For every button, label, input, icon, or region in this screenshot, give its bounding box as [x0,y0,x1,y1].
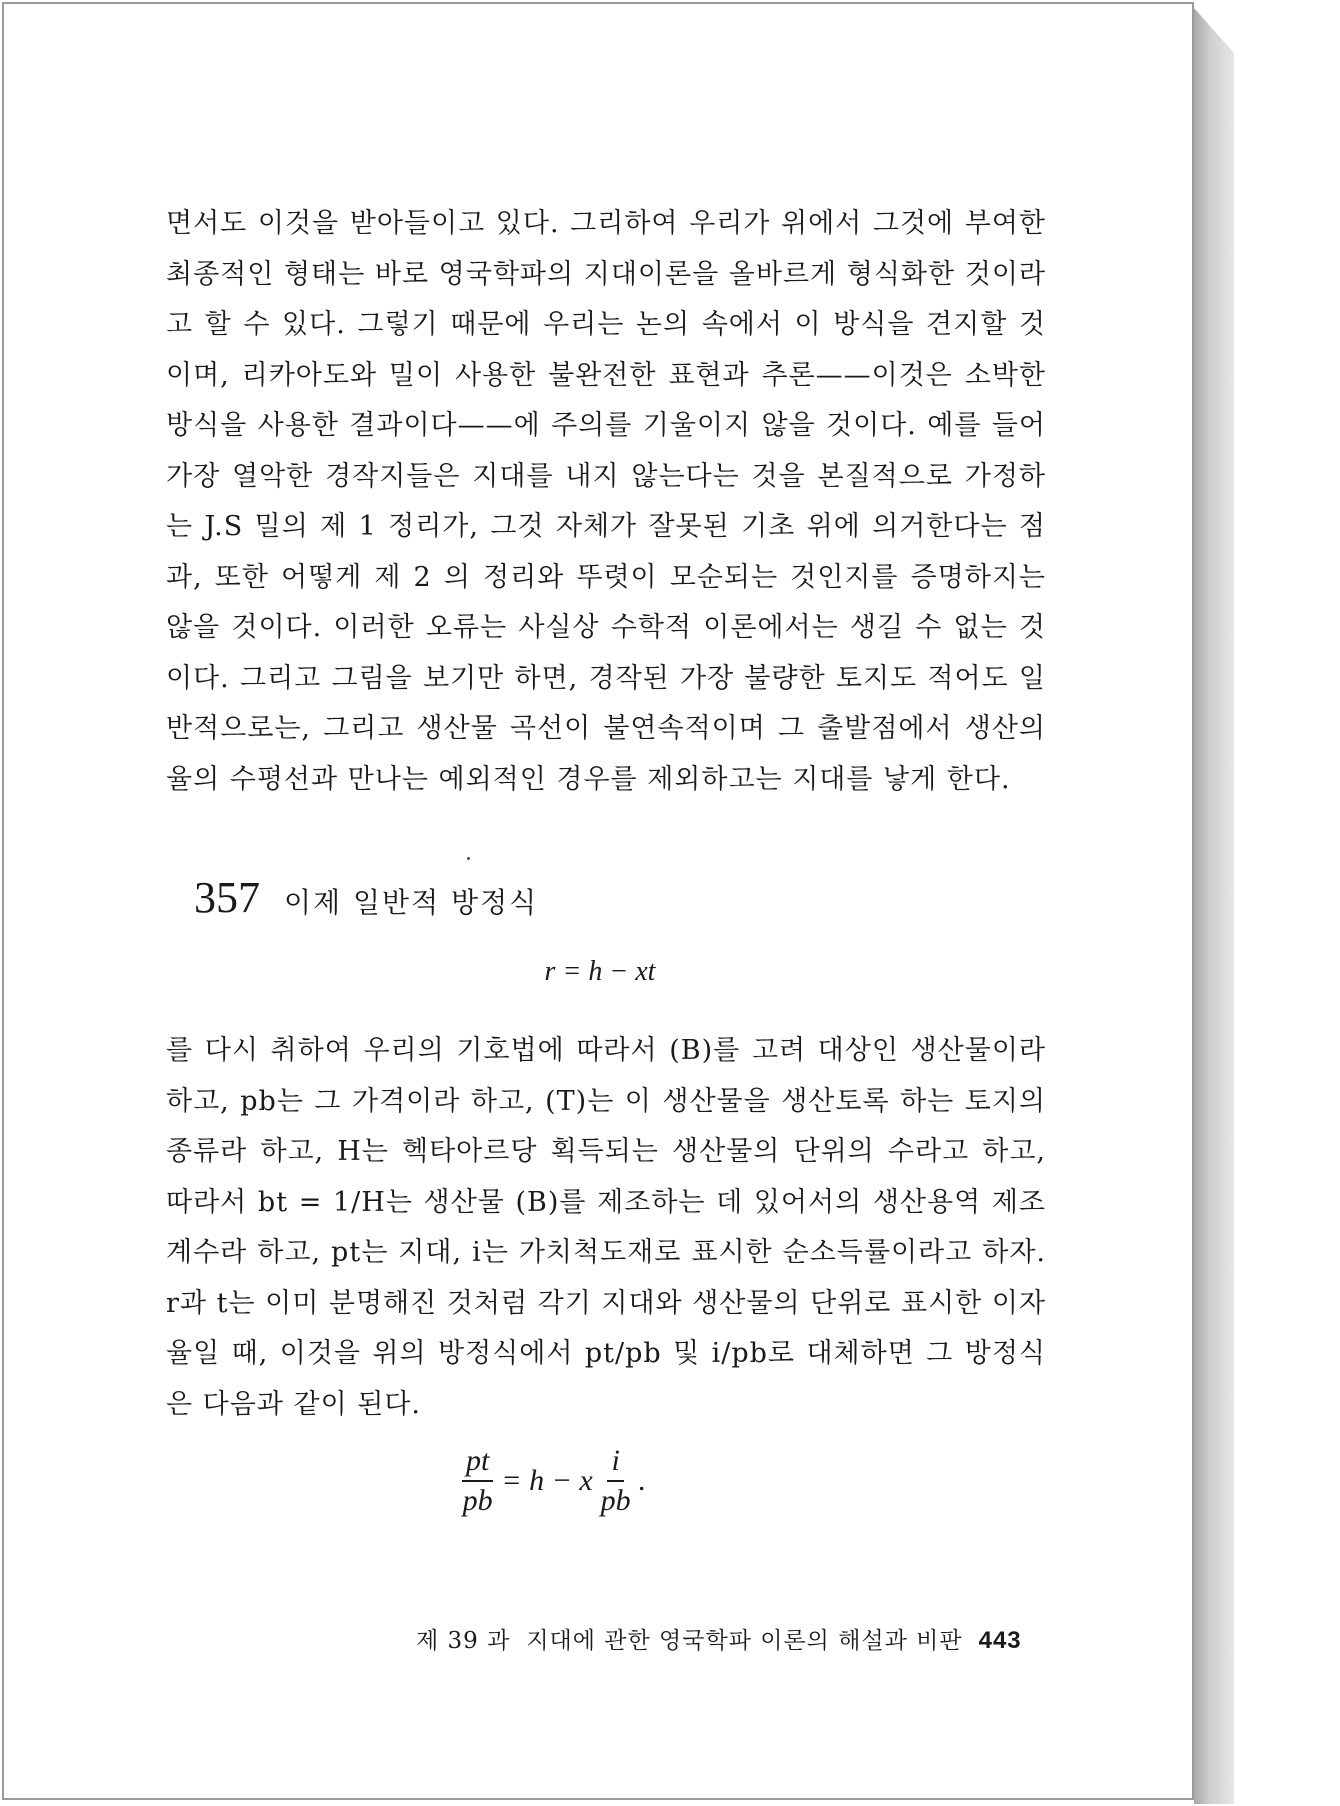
footer-title: 지대에 관한 영국학파 이론의 해설과 비판 [526,1628,963,1654]
fraction-i-pb [601,1444,631,1518]
equation-end: . [638,1464,647,1497]
equation-general: r = h − xt [544,956,656,987]
body-paragraph-2: 를 다시 취하여 우리의 기호법에 따라서 (B)를 고려 대상인 생산물이라 하고, pb는 그 가격이라 하고, (T)는 이 생산물을 생산토록 하는 토지의 종류라 하고, H는 헥타아르당 획득되는 생산물의 단위의 수라고 하고, 따라서 bt = 1/H는 생산물 (B)를 제조하는 데 있어서의 생산용역 제조계수라 하고, pt는 지대, i는 가치척도재로 표시한 순소득률이라고 하자. r과 t는 이미 분명해진 것처럼 각기 지대와 생산물의 단위로 표시한 이자율일 때, 이것을 위의 방정식에서 pt/pb 및 i/pb로 대체하면 그 방정식은 다음과 같이 된다. [166,1035,1046,1420]
body-paragraph-1: 면서도 이것을 받아들이고 있다. 그리하여 우리가 위에서 그것에 부여한 최종적인 형태는 바로 영국학파의 지대이론을 올바르게 형식화한 것이라고 할 수 있다. 그렇기 때문에 우리는 논의 속에서 이 방식을 견지할 것이며, 리카아도와 밀이 사용한 불완전한 표현과 추론——이것은 소박한 방식을 사용한 결과이다——에 주의를 기울이지 않을 것이다. 예를 들어 가장 열악한 경작지들은 지대를 내지 않는다는 것을 본질적으로 가정하는 J.S 밀의 제 1 정리가, 그것 자체가 잘못된 기초 위에 의거한다는 점과, 또한 어떻게 제 2 의 정리와 뚜렷이 모순되는 것인지를 증명하지는 않을 것이다. 이러한 오류는 사실상 수학적 이론에서는 생길 수 없는 것이다. 그리고 그림을 보기만 하면, 경작된 가장 불량한 토지도 적어도 일반적으로는, 그리고 생산물 곡선이 불연속적이며 그 출발점에서 생산의 율의 수평선과 만나는 예외적인 경우를 제외하고는 지대를 낳게 한다. [166,208,1046,795]
fraction-denominator: pb [462,1484,493,1517]
equation-middle: = h − x [501,1464,593,1497]
running-footer [416,1622,1022,1655]
footer-chapter: 제 39 과 [416,1628,511,1654]
print-speck [467,857,470,860]
page-number: 443 [978,1627,1022,1654]
equation-rent [462,1444,646,1518]
section-number: 357 [194,873,260,922]
fraction-denominator: pb [600,1484,631,1517]
section-heading [194,872,538,923]
page [2,2,1194,1800]
fraction-numerator: pt [462,1444,493,1482]
page-edge [1194,8,1234,1804]
section-title: 이제 일반적 방정식 [284,886,539,919]
fraction-pt-pb [462,1444,493,1518]
fraction-numerator: i [607,1444,623,1482]
